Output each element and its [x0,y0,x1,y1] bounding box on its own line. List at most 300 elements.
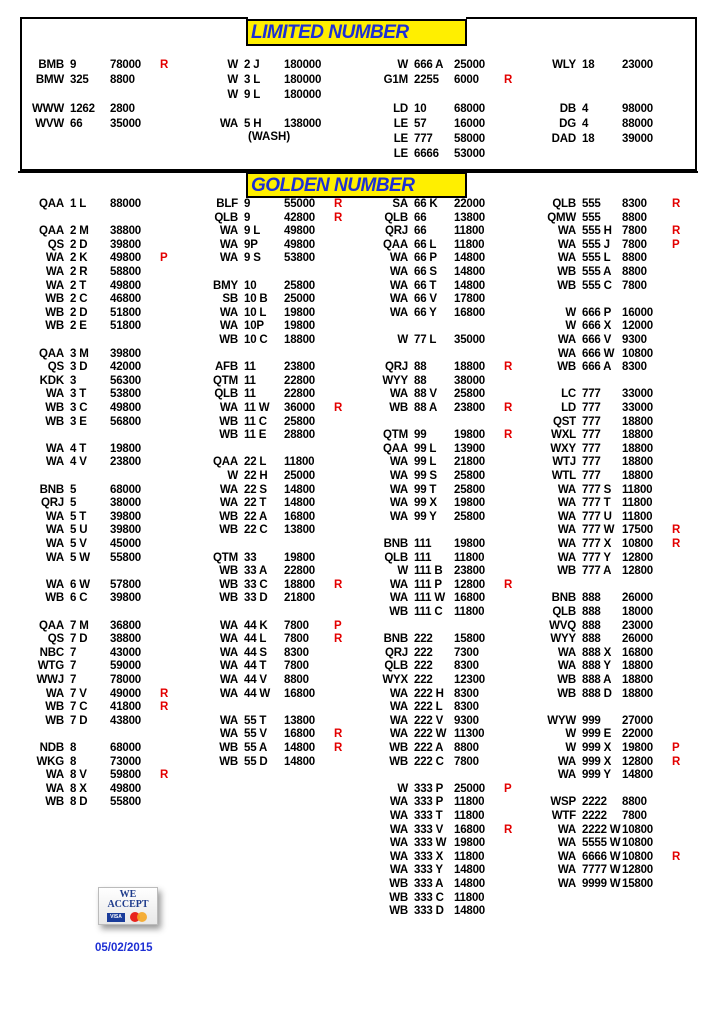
plate-price: 68000 [110,742,141,754]
plate-prefix: W [227,470,238,482]
plate-number: 9 S [244,252,261,265]
plate-price: 9300 [454,714,479,727]
plate-price: 2800 [110,103,135,116]
plate-number: 888 [582,606,601,618]
plate-prefix: QRJ [384,646,408,659]
plate-prefix: WA [389,687,408,700]
plate-prefix: WA [557,837,576,850]
plate-prefix: WA [219,714,238,727]
plate-number: 111 W [414,592,445,605]
plate-number: 6 C [70,592,88,605]
plate-price: 8800 [622,266,647,278]
plate-number: 57 [414,118,427,131]
plate-prefix: WA [557,878,576,890]
plate-prefix: WA [557,225,576,238]
plate-number: 44 S [244,646,267,659]
plate-number: 111 [414,551,432,564]
plate-prefix: QLB [384,660,408,673]
plate-number: 66 Y [414,306,437,319]
plate-prefix: WB [45,714,64,727]
plate-price: 19800 [454,538,485,550]
plate-prefix: WTJ [552,456,576,469]
plate-number: 5 H [244,118,262,131]
plate-prefix: W [565,320,576,333]
plate-prefix: WB [219,755,238,768]
plate-price: 11800 [454,606,485,618]
plate-prefix: WYY [382,374,408,387]
plate-prefix: WYW [547,714,576,727]
plate-flag: R [160,769,169,782]
plate-prefix: DAD [551,133,576,145]
plate-flag: R [160,687,169,700]
plate-price: 16800 [622,646,653,659]
plate-prefix: WB [45,701,64,714]
plate-flag: R [672,850,681,863]
plate-price: 14800 [454,864,485,877]
plate-price: 6000 [454,73,479,86]
plate-prefix: WA [389,306,408,319]
plate-number: 888 A [582,674,612,686]
plate-price: 42800 [284,211,315,224]
plate-price: 18800 [622,415,653,428]
plate-price: 25800 [454,510,485,523]
plate-prefix: WB [389,742,408,754]
plate-prefix: WA [219,225,238,238]
plate-number: 222 [414,660,433,673]
plate-prefix: WB [557,565,576,578]
plate-number: 111 B [414,565,443,578]
plate-number: 33 C [244,578,268,591]
plate-flag: R [672,225,681,238]
plate-number: 2 J [244,59,260,71]
plate-prefix: QLB [384,551,408,564]
plate-number: 7 C [70,701,88,714]
plate-prefix: WA [389,470,408,482]
plate-price: 8300 [454,701,479,714]
plate-number: 9999 W [582,878,621,890]
plate-price: 15800 [454,633,485,646]
plate-price: 39800 [110,238,141,251]
plate-prefix: NBC [39,646,64,659]
plate-number: 9P [244,238,258,251]
plate-prefix: WA [389,388,408,401]
plate-price: 36800 [110,619,141,632]
plate-number: 66 [414,225,427,238]
plate-prefix: WB [45,293,64,306]
plate-prefix: WA [219,728,238,741]
plate-prefix: QRJ [40,497,64,510]
plate-number: 999 [582,714,601,727]
plate-number: 3 D [70,361,88,374]
plate-number: 222 [414,646,433,659]
plate-number: 66 T [414,279,437,292]
plate-price: 19800 [454,837,485,850]
plate-number: 3 C [70,402,88,414]
plate-number: 10 [414,103,427,116]
plate-prefix: WB [45,796,64,809]
plate-prefix: QAA [213,456,238,469]
plate-number: 99 L [414,442,437,455]
plate-price: 38000 [110,497,141,510]
plate-price: 18800 [622,429,653,442]
plate-number: 22 L [244,456,267,469]
plate-price: 26000 [622,633,653,646]
plate-prefix: WA [389,279,408,292]
plate-number: 111 C [414,606,443,618]
plate-prefix: WTF [551,810,576,822]
plate-prefix: WA [557,769,576,782]
plate-number: 2 M [70,225,89,238]
plate-prefix: W [565,306,576,319]
plate-price: 138000 [284,118,322,131]
plate-flag: R [334,211,343,224]
plate-price: 25800 [454,483,485,496]
plate-price: 25000 [454,59,485,71]
plate-prefix: WB [45,415,64,428]
plate-prefix: WTG [37,660,64,673]
plate-price: 51800 [110,320,141,333]
plate-prefix: QLB [552,606,576,618]
plate-price: 18800 [622,470,653,482]
plate-price: 59000 [110,660,141,673]
plate-price: 180000 [284,73,322,86]
plate-price: 18800 [622,687,653,700]
plate-price: 12800 [622,551,653,564]
plate-prefix: WB [219,592,238,605]
plate-price: 43800 [110,714,141,727]
plate-number: 66 S [414,266,437,278]
plate-number: 2222 W [582,823,621,836]
plate-price: 39800 [110,347,141,360]
plate-price: 22000 [454,198,485,210]
plate-price: 18800 [622,442,653,455]
plate-prefix: W [397,782,408,795]
plate-prefix: BNB [383,538,408,550]
plate-number: 777 [582,470,601,482]
plate-flag: R [334,402,343,414]
plate-prefix: WWJ [36,674,64,686]
plate-number: 9 [244,198,251,210]
plate-prefix: QAA [383,442,408,455]
plate-price: 9300 [622,334,647,346]
plate-price: 21800 [454,456,485,469]
plate-number: 8 [70,742,77,754]
plate-prefix: BNB [383,633,408,646]
plate-price: 14800 [622,769,653,782]
plate-number: 5 [70,497,77,510]
plate-price: 35000 [454,334,485,346]
plate-prefix: WA [557,538,576,550]
plate-price: 17500 [622,524,653,537]
plate-number: 333 T [414,810,443,822]
plate-prefix: WB [219,742,238,754]
plate-prefix: WA [557,347,576,360]
plate-flag: R [504,823,513,836]
plate-number: 666 A [582,361,612,374]
plate-price: 8800 [110,73,135,86]
plate-number: 66 L [414,238,437,251]
plate-price: 8300 [622,198,647,210]
plate-number: 8 D [70,796,88,809]
plate-price: 18800 [622,456,653,469]
plate-prefix: LD [561,402,576,414]
plate-number: 2 D [70,238,88,251]
plate-number: 777 Y [582,551,611,564]
plate-prefix: AFB [214,361,238,374]
plate-number: 888 D [582,687,612,700]
plate-number: 3 [70,374,77,387]
plate-prefix: WA [45,388,64,401]
plate-number: 2 K [70,252,88,265]
plate-number: 1 L [70,198,87,210]
plate-prefix: QST [552,415,576,428]
plate-price: 55800 [110,796,141,809]
plate-prefix: WA [219,402,238,414]
plate-prefix: SB [222,293,238,306]
plate-price: 14800 [284,483,315,496]
plate-number: 5 V [70,538,87,550]
plate-number: 10 [244,279,257,292]
plate-price: 11800 [454,810,485,822]
plate-number: 777 [582,388,601,401]
plate-price: 12800 [622,755,653,768]
plate-number: 8 X [70,782,87,795]
plate-prefix: WA [557,755,576,768]
plate-price: 11800 [454,796,485,809]
plate-number: 555 C [582,279,612,292]
plate-number: 333 Y [414,864,443,877]
plate-price: 19800 [284,551,315,564]
plate-prefix: WA [219,118,238,131]
plate-price: 55800 [110,551,141,564]
plate-number: 99 S [414,470,437,482]
plate-prefix: WA [45,538,64,550]
plate-prefix: NDB [39,742,64,754]
plate-flag: R [672,524,681,537]
plate-prefix: WA [45,279,64,292]
plate-number: 99 T [414,483,437,496]
plate-prefix: WB [219,510,238,523]
plate-prefix: WA [45,252,64,265]
plate-prefix: LE [393,147,408,160]
plate-price: 49800 [284,238,315,251]
plate-prefix: WA [219,646,238,659]
plate-prefix: QLB [214,211,238,224]
plate-prefix: QMW [547,211,576,224]
plate-prefix: WB [219,429,238,442]
plate-price: 8800 [622,211,647,224]
plate-prefix: WA [219,483,238,496]
plate-price: 58000 [454,133,485,145]
plate-prefix: WB [557,279,576,292]
plate-number: 4 [582,103,589,116]
plate-price: 12000 [622,320,653,333]
plate-prefix: WA [557,497,576,510]
plate-price: 19800 [284,320,315,333]
plate-price: 38800 [110,225,141,238]
plate-number: 22 H [244,470,268,482]
plate-prefix: WA [557,850,576,863]
plate-price: 25800 [454,388,485,401]
plate-number: 88 [414,374,427,387]
plate-prefix: WA [45,442,64,455]
plate-prefix: WA [557,238,576,251]
plate-prefix: WTL [551,470,576,482]
plate-number: 5 T [70,510,87,523]
plate-number: 44 V [244,674,267,686]
plate-number: 888 Y [582,660,611,673]
plate-number: 333 C [414,891,444,904]
plate-number: 7777 W [582,864,621,877]
plate-price: 7800 [622,810,647,822]
plate-price: 22000 [622,728,653,741]
plate-price: 39000 [622,133,653,145]
plate-prefix: W [227,88,238,101]
plate-price: 16800 [284,510,315,523]
plate-number: 5 U [70,524,88,537]
plate-number: 666 A [414,59,444,71]
plate-number: 10P [244,320,264,333]
plate-price: 88000 [622,118,653,131]
plate-number: 777 [582,429,601,442]
plate-number: 88 A [414,402,438,414]
plate-price: 18000 [622,606,653,618]
plate-flag: R [160,59,169,71]
plate-prefix: WB [557,674,576,686]
plate-number: 5555 W [582,837,621,850]
plate-price: 16800 [454,306,485,319]
plate-price: 10800 [622,850,653,863]
plate-prefix: QS [47,238,64,251]
plate-price: 33000 [622,388,653,401]
plate-prefix: WA [557,823,576,836]
plate-price: 45000 [110,538,141,550]
plate-number: 18 [582,59,595,71]
plate-price: 38800 [110,633,141,646]
plate-number: 666 V [582,334,612,346]
plate-price: 23000 [622,619,653,632]
plate-price: 22800 [284,388,315,401]
plate-number: 6666 W [582,850,621,863]
plate-number: 22 S [244,483,267,496]
plate-prefix: BNB [39,483,64,496]
plate-prefix: BMW [35,73,64,86]
plate-number: 6 W [70,578,90,591]
plate-flag: R [504,429,513,442]
plate-price: 56800 [110,415,141,428]
plate-price: 14800 [284,755,315,768]
wash-note: (WASH) [248,131,291,143]
plate-price: 22800 [284,374,315,387]
plate-number: 2 R [70,266,88,278]
plate-number: 88 V [414,388,437,401]
plate-price: 14800 [454,905,485,918]
plate-number: 4 T [70,442,87,455]
plate-prefix: WB [219,334,238,346]
plate-number: 99 Y [414,510,437,523]
plate-price: 14800 [284,742,315,754]
plate-number: 777 [582,415,601,428]
plate-prefix: WA [389,864,408,877]
plate-prefix: WB [219,578,238,591]
plate-number: 66 [70,118,83,131]
plate-price: 23800 [110,456,141,469]
plate-price: 25000 [454,782,485,795]
plate-number: 6666 [414,147,439,160]
plate-number: 2222 [582,796,607,809]
plate-number: 99 X [414,497,437,510]
plate-price: 49800 [110,782,141,795]
plate-number: 777 T [582,497,611,510]
plate-price: 38000 [454,374,485,387]
plate-prefix: WA [219,674,238,686]
we-accept-text: WE ACCEPT [107,889,149,910]
plate-prefix: WA [557,252,576,265]
plate-price: 12800 [454,578,485,591]
plate-price: 25000 [284,470,315,482]
plate-prefix: WA [557,510,576,523]
plate-prefix: WA [389,592,408,605]
plate-number: 333 A [414,878,444,890]
plate-prefix: WB [557,266,576,278]
plate-prefix: W [397,334,408,346]
plate-prefix: WVW [35,118,64,131]
plate-prefix: WA [45,769,64,782]
plate-number: 777 [582,456,601,469]
plate-prefix: WA [219,687,238,700]
plate-price: 49000 [110,687,141,700]
plate-number: 999 X [582,742,612,754]
plate-flag: P [672,742,680,754]
plate-price: 17800 [454,293,485,306]
plate-number: 9 L [244,225,261,238]
plate-number: 3 E [70,415,87,428]
plate-number: 11 C [244,415,267,428]
plate-price: 46800 [110,293,141,306]
plate-price: 22800 [284,565,315,578]
plate-prefix: WA [557,524,576,537]
plate-price: 98000 [622,103,653,116]
plate-number: 10 C [244,334,268,346]
plate-number: 4 V [70,456,87,469]
plate-price: 10800 [622,538,653,550]
plate-prefix: QRJ [384,361,408,374]
plate-prefix: WA [389,823,408,836]
plate-number: 55 T [244,714,267,727]
plate-flag: P [160,252,168,265]
plate-price: 23800 [284,361,315,374]
plate-price: 78000 [110,674,141,686]
plate-number: 8 V [70,769,87,782]
plate-number: 666 X [582,320,612,333]
plate-number: 777 [414,133,433,145]
plate-price: 23000 [622,59,653,71]
plate-price: 58800 [110,266,141,278]
plate-number: 7 M [70,619,89,632]
plate-price: 16800 [454,592,485,605]
plate-number: 11 [244,374,256,387]
plate-flag: R [504,578,513,591]
plate-price: 8300 [622,361,647,374]
plate-prefix: WB [389,755,408,768]
plate-number: 99 [414,429,427,442]
plate-number: 66 K [414,198,438,210]
plate-number: 555 [582,211,601,224]
plate-price: 16800 [284,728,315,741]
plate-price: 55000 [284,198,315,210]
plate-number: 1262 [70,103,95,116]
plate-prefix: WA [557,646,576,659]
